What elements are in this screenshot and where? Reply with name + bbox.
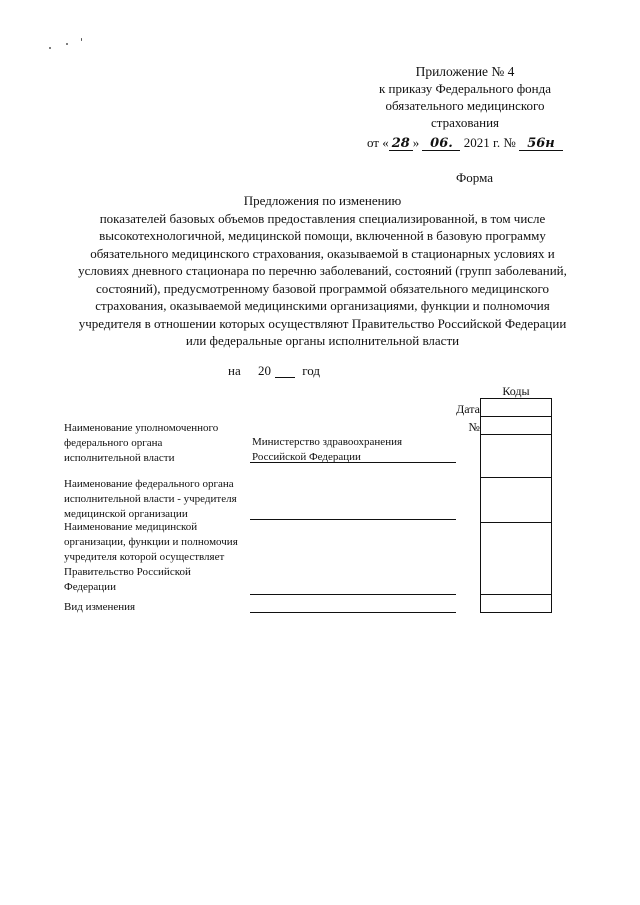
authority-label-line: федерального органа	[64, 437, 163, 449]
org-label-line: организации, функции и полномочия	[64, 536, 238, 548]
codes-org-box[interactable]	[480, 522, 552, 595]
scan-speck	[66, 43, 68, 45]
founder-label-line: исполнительной власти - учредителя	[64, 493, 237, 505]
org-label	[64, 520, 238, 595]
title-line: высокотехнологичной, медицинской помощи, включенной в базовую программу	[99, 228, 546, 243]
appendix-block	[350, 63, 580, 151]
org-label-line: Наименование медицинской	[64, 521, 198, 533]
title-line: или федеральные органы исполнительной власти	[185, 333, 460, 348]
year-century: 20	[257, 363, 271, 378]
codes-number-label: №	[468, 420, 480, 434]
year-prefix: на	[228, 363, 241, 378]
authority-label	[64, 421, 218, 466]
org-label-line: учредителя которой осуществляет	[64, 551, 225, 563]
org-label-line: Федерации	[64, 581, 116, 593]
authority-label-line: Наименование уполномоченного	[64, 422, 219, 434]
scan-speck	[81, 38, 82, 41]
title-line: учредителя в отношении которых осуществляют Правительство Российской Федерации	[78, 315, 567, 331]
title-line: условиях дневного стационара по перечню заболеваний, состояний (групп заболеваний,	[78, 263, 567, 278]
codes-date-label: Дата	[456, 402, 480, 416]
appendix-line: к приказу Федерального фонда	[378, 81, 551, 96]
codes-authority-box[interactable]	[480, 434, 552, 478]
document-title	[60, 192, 585, 350]
authority-label-line: исполнительной власти	[64, 452, 175, 464]
codes-date-box[interactable]	[480, 398, 552, 417]
appendix-line: обязательного медицинского	[385, 98, 545, 113]
org-label-line: Правительство Российской	[64, 566, 191, 578]
codes-change-box[interactable]	[480, 594, 552, 613]
form-label: Форма	[456, 170, 493, 185]
scan-speck	[49, 47, 51, 49]
change-field-line[interactable]	[250, 612, 456, 613]
title-line: показателей базовых объемов предоставления специализированной, в том числе	[99, 210, 546, 226]
org-field-line[interactable]	[250, 594, 456, 595]
appendix-line: страхования	[430, 115, 499, 130]
authority-underline	[250, 462, 456, 463]
codes-header: Коды	[502, 384, 530, 398]
title-line: состояний), предусмотренному базовой программой обязательного медицинского	[95, 280, 550, 296]
date-year: 2021 г. №	[463, 135, 516, 150]
date-prefix: от «	[366, 135, 389, 150]
year-blank[interactable]	[275, 364, 295, 378]
founder-field-line[interactable]	[250, 519, 456, 520]
year-suffix: год	[302, 363, 320, 378]
change-label: Вид изменения	[64, 601, 136, 613]
order-number: 56н	[519, 137, 563, 151]
date-mid: »	[412, 135, 420, 150]
founder-label-line: медицинской организации	[64, 508, 188, 520]
title-line: Предложения по изменению	[243, 193, 402, 208]
appendix-title: Приложение № 4	[415, 64, 515, 79]
year-line	[228, 363, 320, 379]
date-month: 06.	[422, 137, 460, 151]
codes-number-box[interactable]	[480, 416, 552, 435]
authority-value[interactable]	[252, 435, 402, 465]
founder-label	[64, 477, 237, 522]
date-day: 28	[389, 137, 413, 151]
appendix-date-line	[350, 134, 580, 151]
founder-label-line: Наименование федерального органа	[64, 478, 234, 490]
authority-value-line: Министерство здравоохранения	[252, 436, 403, 448]
title-line: страхования, оказываемой медицинскими организациями, функции и полномочия	[95, 298, 550, 313]
authority-value-line: Российской Федерации	[252, 451, 361, 463]
title-line: обязательного медицинского страхования, оказываемой в стационарных условиях и	[90, 245, 555, 261]
codes-founder-box[interactable]	[480, 477, 552, 523]
